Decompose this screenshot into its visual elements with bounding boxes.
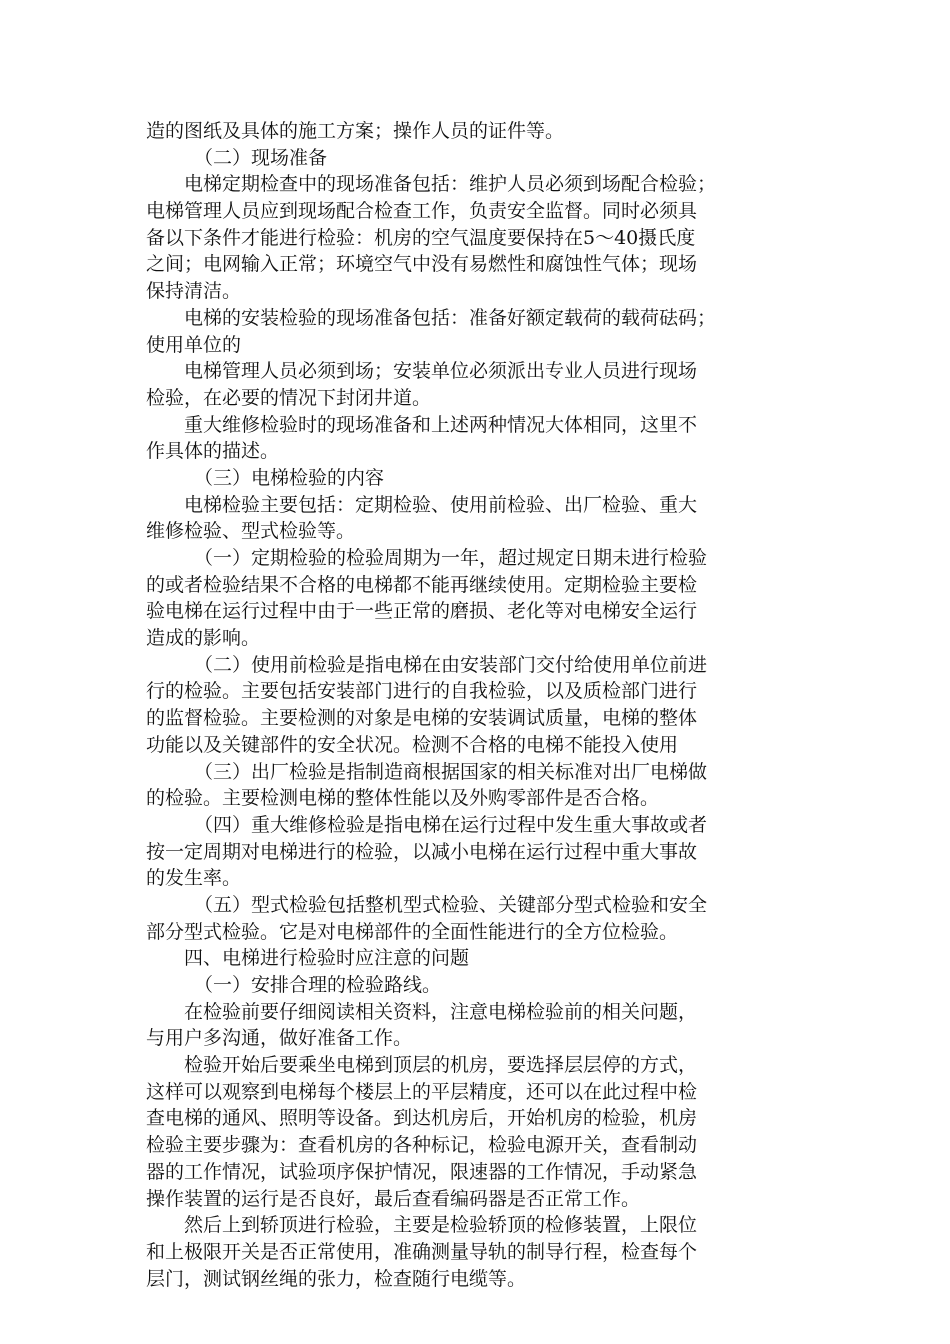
text-line: （四）重大维修检验是指电梯在运行过程中发生重大事故或者 bbox=[194, 813, 708, 836]
text-line: 保持清洁。 bbox=[146, 280, 242, 303]
text-line: 重大维修检验时的现场准备和上述两种情况大体相同，这里不 bbox=[184, 413, 698, 436]
text-line: 维修检验、型式检验等。 bbox=[146, 520, 356, 543]
text-line: 电梯的安装检验的现场准备包括：准备好额定载荷的载荷砝码； bbox=[184, 306, 717, 329]
text-line: 与用户多沟通，做好准备工作。 bbox=[146, 1027, 413, 1050]
text-line: 验电梯在运行过程中由于一些正常的磨损、老化等对电梯安全运行 bbox=[146, 600, 698, 623]
text-line: 检验，在必要的情况下封闭井道。 bbox=[146, 386, 432, 409]
text-line: 电梯检验主要包括：定期检验、使用前检验、出厂检验、重大 bbox=[184, 493, 698, 516]
text-line: 检验开始后要乘坐电梯到顶层的机房，要选择层层停的方式， bbox=[184, 1054, 698, 1077]
text-line: 这样可以观察到电梯每个楼层上的平层精度，还可以在此过程中检 bbox=[146, 1080, 698, 1103]
text-line: 部分型式检验。它是对电梯部件的全面性能进行的全方位检验。 bbox=[146, 920, 679, 943]
text-line: （二）现场准备 bbox=[194, 146, 328, 169]
text-line: （二）使用前检验是指电梯在由安装部门交付给使用单位前进 bbox=[194, 653, 708, 676]
text-line: 的监督检验。主要检测的对象是电梯的安装调试质量，电梯的整体 bbox=[146, 707, 698, 730]
text-line: 电梯定期检查中的现场准备包括：维护人员必须到场配合检验； bbox=[184, 173, 717, 196]
text-line: （五）型式检验包括整机型式检验、关键部分型式检验和安全 bbox=[194, 893, 708, 916]
text-line: 操作装置的运行是否良好，最后查看编码器是否正常工作。 bbox=[146, 1187, 641, 1210]
text-line: 的发生率。 bbox=[146, 867, 242, 890]
text-line: （三）出厂检验是指制造商根据国家的相关标准对出厂电梯做 bbox=[194, 760, 708, 783]
text-line: 然后上到轿顶进行检验，主要是检验轿顶的检修装置，上限位 bbox=[184, 1214, 698, 1237]
text-line: 检验主要步骤为：查看机房的各种标记，检验电源开关，查看制动 bbox=[146, 1134, 698, 1157]
text-line: （一）安排合理的检验路线。 bbox=[194, 974, 442, 996]
text-line: 电梯管理人员应到现场配合检查工作，负责安全监督。同时必须具 bbox=[146, 200, 698, 223]
text-line: 的或者检验结果不合格的电梯都不能再继续使用。定期检验主要检 bbox=[146, 573, 698, 596]
text-line: 层门，测试钢丝绳的张力，检查随行电缆等。 bbox=[146, 1267, 527, 1290]
text-line: 和上极限开关是否正常使用，准确测量导轨的制导行程，检查每个 bbox=[146, 1240, 698, 1263]
text-line: 电梯管理人员必须到场；安装单位必须派出专业人员进行现场 bbox=[184, 360, 698, 383]
text-line: 之间；电网输入正常；环境空气中没有易燃性和腐蚀性气体；现场 bbox=[146, 253, 698, 276]
text-line: 行的检验。主要包括安装部门进行的自我检验，以及质检部门进行 bbox=[146, 680, 698, 703]
text-line: 按一定周期对电梯进行的检验，以减小电梯在运行过程中重大事故 bbox=[146, 840, 698, 863]
text-line: 使用单位的 bbox=[146, 333, 242, 356]
text-line: 功能以及关键部件的安全状况。检测不合格的电梯不能投入使用 bbox=[146, 733, 679, 756]
text-line: 器的工作情况，试验项序保护情况，限速器的工作情况，手动紧急 bbox=[146, 1160, 698, 1183]
document-page bbox=[146, 118, 806, 1292]
text-line: 备以下条件才能进行检验：机房的空气温度要保持在5～40摄氏度 bbox=[146, 226, 696, 249]
text-line: 的检验。主要检测电梯的整体性能以及外购零部件是否合格。 bbox=[146, 787, 660, 810]
text-line: （一）定期检验的检验周期为一年，超过规定日期未进行检验 bbox=[194, 547, 708, 569]
text-line: 造的图纸及具体的施工方案；操作人员的证件等。 bbox=[146, 120, 565, 142]
text-line: 在检验前要仔细阅读相关资料，注意电梯检验前的相关问题， bbox=[184, 1000, 698, 1023]
text-line: （三）电梯检验的内容 bbox=[194, 466, 385, 489]
text-line: 四、电梯进行检验时应注意的问题 bbox=[184, 947, 470, 970]
text-line: 作具体的描述。 bbox=[146, 440, 280, 463]
text-line: 查电梯的通风、照明等设备。到达机房后，开始机房的检验，机房 bbox=[146, 1107, 698, 1130]
text-line: 造成的影响。 bbox=[146, 627, 261, 650]
